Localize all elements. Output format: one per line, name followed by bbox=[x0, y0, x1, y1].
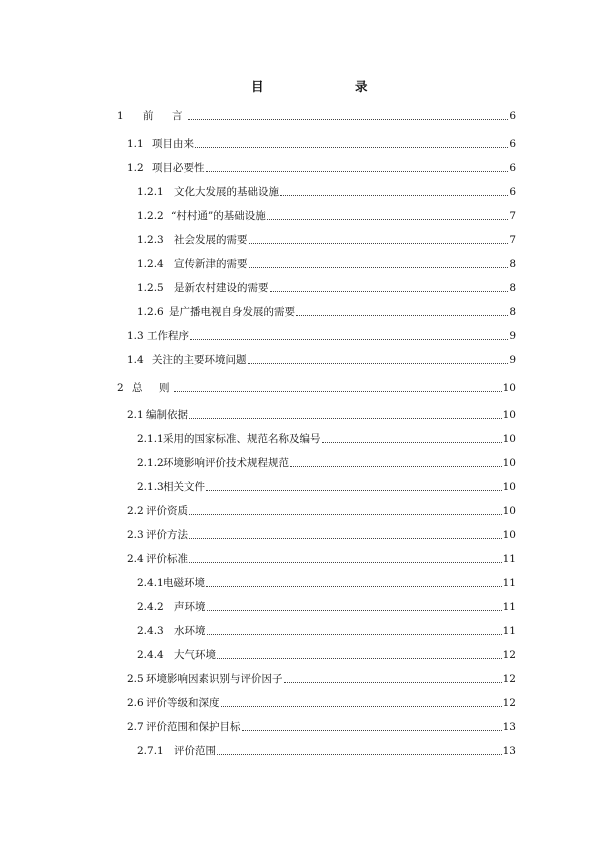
dot-leader bbox=[267, 219, 509, 220]
toc-entry-page: 10 bbox=[502, 529, 516, 541]
toc-entry-text: 采用的国家标准、规范名称及编号 bbox=[163, 433, 321, 445]
toc-title-char-2: 录 bbox=[355, 79, 368, 94]
dot-leader bbox=[188, 119, 509, 120]
toc-entry-1-2-1[interactable] bbox=[137, 183, 516, 199]
dot-leader bbox=[207, 634, 502, 635]
toc-entry-2-3[interactable] bbox=[127, 526, 516, 542]
dot-leader bbox=[190, 339, 508, 340]
toc-entry-1-3[interactable] bbox=[127, 327, 516, 343]
toc-entry-number: 2.4.1 bbox=[137, 577, 164, 589]
toc-entry-page: 10 bbox=[502, 433, 516, 445]
toc-entry-page: 12 bbox=[502, 673, 516, 685]
toc-entry-number: 1.2.5 bbox=[137, 282, 164, 294]
dot-leader bbox=[217, 754, 502, 755]
dot-leader bbox=[280, 195, 508, 196]
toc-entry-page: 6 bbox=[509, 186, 516, 198]
toc-entry-number: 2.1.1 bbox=[137, 433, 164, 445]
toc-entry-number: 2.5 bbox=[127, 673, 144, 685]
toc-entry-text: 环境影响因素识别与评价因子 bbox=[146, 673, 283, 685]
toc-entry-1-2-5[interactable] bbox=[137, 279, 516, 295]
toc-entry-text: 文化大发展的基础设施 bbox=[174, 186, 279, 198]
toc-entry-page: 10 bbox=[502, 382, 516, 394]
dot-leader bbox=[189, 514, 502, 515]
toc-entry-number: 2.2 bbox=[127, 505, 144, 517]
toc-entry-1-2[interactable] bbox=[127, 159, 516, 175]
toc-entry-text: 评价范围和保护目标 bbox=[146, 721, 241, 733]
toc-entry-text: 项目由来 bbox=[152, 138, 194, 150]
dot-leader bbox=[195, 147, 508, 148]
dot-leader bbox=[290, 466, 502, 467]
dot-leader bbox=[207, 610, 502, 611]
toc-entry-2-7-1[interactable] bbox=[137, 742, 516, 758]
toc-entry-text: 总 则 bbox=[132, 382, 173, 394]
toc-entry-2-1[interactable] bbox=[127, 406, 516, 422]
toc-entry-text: 声环境 bbox=[174, 601, 206, 613]
toc-entry-1-2-6[interactable] bbox=[137, 303, 516, 319]
toc-entry-number: 1.2.3 bbox=[137, 234, 164, 246]
toc-entry-number: 1.2.2 bbox=[137, 210, 164, 222]
toc-title-char-1: 目 bbox=[251, 79, 264, 94]
toc-entry-page: 10 bbox=[502, 505, 516, 517]
dot-leader bbox=[322, 442, 502, 443]
toc-entry-number: 2.1.3 bbox=[137, 481, 164, 493]
toc-entry-number: 2.4.4 bbox=[137, 649, 164, 661]
toc-entry-2-4-2[interactable] bbox=[137, 598, 516, 614]
dot-leader bbox=[189, 418, 502, 419]
toc-entry-2-7[interactable] bbox=[127, 718, 516, 734]
toc-entry-number: 1.2.1 bbox=[137, 186, 164, 198]
dot-leader bbox=[221, 706, 502, 707]
toc-entry-number: 1.4 bbox=[127, 354, 144, 366]
toc-entry-page: 8 bbox=[509, 282, 516, 294]
toc-entry-1-2-2[interactable] bbox=[137, 207, 516, 223]
toc-entry-page: 10 bbox=[502, 481, 516, 493]
dot-leader bbox=[206, 490, 502, 491]
toc-entry-page: 12 bbox=[502, 649, 516, 661]
dot-leader bbox=[206, 171, 509, 172]
toc-entry-text: 评价资质 bbox=[146, 505, 188, 517]
toc-entry-2-4[interactable] bbox=[127, 550, 516, 566]
dot-leader bbox=[189, 562, 502, 563]
toc-entry-page: 7 bbox=[509, 210, 516, 222]
toc-entry-page: 7 bbox=[509, 234, 516, 246]
toc-entry-page: 6 bbox=[509, 110, 516, 122]
dot-leader bbox=[206, 586, 502, 587]
dot-leader bbox=[296, 315, 508, 316]
toc-entry-1[interactable] bbox=[117, 107, 516, 123]
toc-entry-page: 13 bbox=[502, 745, 516, 757]
dot-leader bbox=[270, 291, 509, 292]
toc-entry-page: 11 bbox=[502, 553, 516, 565]
toc-entry-number: 2.1.2 bbox=[137, 457, 164, 469]
toc-entry-text: 工作程序 bbox=[147, 330, 189, 342]
toc-entry-text: 相关文件 bbox=[163, 481, 205, 493]
toc-entry-2-4-1[interactable] bbox=[137, 574, 516, 590]
dot-leader bbox=[284, 682, 502, 683]
toc-entry-number: 2.4 bbox=[127, 553, 144, 565]
dot-leader bbox=[248, 363, 509, 364]
dot-leader bbox=[249, 267, 509, 268]
toc-entry-text: 社会发展的需要 bbox=[174, 234, 248, 246]
toc-entry-number: 2.1 bbox=[127, 409, 144, 421]
toc-entry-1-2-4[interactable] bbox=[137, 255, 516, 271]
toc-entry-page: 9 bbox=[509, 330, 516, 342]
dot-leader bbox=[242, 730, 502, 731]
toc-entry-text: 宣传新津的需要 bbox=[174, 258, 248, 270]
toc-entry-text: 是广播电视自身发展的需要 bbox=[169, 306, 295, 318]
toc-entry-text: 评价范围 bbox=[174, 745, 216, 757]
dot-leader bbox=[174, 391, 502, 392]
toc-entry-number: 1.2.6 bbox=[137, 306, 164, 318]
toc-entry-page: 8 bbox=[509, 258, 516, 270]
toc-entry-page: 6 bbox=[509, 162, 516, 174]
toc-entry-number: 1.3 bbox=[127, 330, 144, 342]
toc-entry-2-2[interactable] bbox=[127, 502, 516, 518]
toc-entry-1-2-3[interactable] bbox=[137, 231, 516, 247]
toc-entry-2[interactable] bbox=[117, 379, 516, 395]
toc-entry-number: 2.6 bbox=[127, 697, 144, 709]
toc-entry-page: 11 bbox=[502, 601, 516, 613]
toc-entry-page: 13 bbox=[502, 721, 516, 733]
toc-entry-number: 2.4.2 bbox=[137, 601, 164, 613]
toc-entry-2-5[interactable] bbox=[127, 670, 516, 686]
toc-title bbox=[0, 77, 595, 95]
toc-entry-number: 2.3 bbox=[127, 529, 144, 541]
dot-leader bbox=[249, 243, 509, 244]
toc-entry-2-4-4[interactable] bbox=[137, 646, 516, 662]
toc-entry-2-1-1[interactable] bbox=[137, 430, 516, 446]
toc-entry-2-6[interactable] bbox=[127, 694, 516, 710]
toc-entry-2-1-3[interactable] bbox=[137, 478, 516, 494]
toc-entry-text: 环境影响评价技术规程规范 bbox=[163, 457, 289, 469]
toc-entry-number: 2.4.3 bbox=[137, 625, 164, 637]
toc-entry-page: 8 bbox=[509, 306, 516, 318]
toc-entry-text: 水环境 bbox=[174, 625, 206, 637]
toc-entry-number: 2.7 bbox=[127, 721, 144, 733]
toc-entry-text: 是新农村建设的需要 bbox=[174, 282, 269, 294]
toc-entry-number: 1 bbox=[117, 110, 124, 122]
toc-entry-text: 评价等级和深度 bbox=[146, 697, 220, 709]
toc-entry-text: 编制依据 bbox=[146, 409, 188, 421]
toc-entry-text: 关注的主要环境问题 bbox=[152, 354, 247, 366]
toc-entry-number: 1.2 bbox=[127, 162, 144, 174]
toc-entry-text: 大气环境 bbox=[174, 649, 216, 661]
toc-entry-1-4[interactable] bbox=[127, 351, 516, 367]
toc-entry-text: 评价标准 bbox=[146, 553, 188, 565]
toc-entry-page: 10 bbox=[502, 457, 516, 469]
toc-entry-page: 11 bbox=[502, 577, 516, 589]
toc-entry-text: “村村通”的基础设施 bbox=[171, 210, 266, 222]
dot-leader bbox=[189, 538, 502, 539]
toc-entry-page: 6 bbox=[509, 138, 516, 150]
toc-entry-number: 2 bbox=[117, 382, 124, 394]
toc-entry-2-1-2[interactable] bbox=[137, 454, 516, 470]
toc-entry-text: 电磁环境 bbox=[163, 577, 205, 589]
toc-entry-2-4-3[interactable] bbox=[137, 622, 516, 638]
toc-entry-page: 12 bbox=[502, 697, 516, 709]
toc-entry-number: 1.2.4 bbox=[137, 258, 164, 270]
toc-entry-page: 11 bbox=[502, 625, 516, 637]
toc-entry-text: 评价方法 bbox=[146, 529, 188, 541]
dot-leader bbox=[217, 658, 502, 659]
toc-entry-page: 9 bbox=[509, 354, 516, 366]
toc-entry-page: 10 bbox=[502, 409, 516, 421]
toc-entry-number: 2.7.1 bbox=[137, 745, 164, 757]
toc-entry-text: 项目必要性 bbox=[152, 162, 205, 174]
toc-entry-number: 1.1 bbox=[127, 138, 144, 150]
toc-entry-text: 前 言 bbox=[143, 110, 187, 122]
toc-entry-1-1[interactable] bbox=[127, 135, 516, 151]
